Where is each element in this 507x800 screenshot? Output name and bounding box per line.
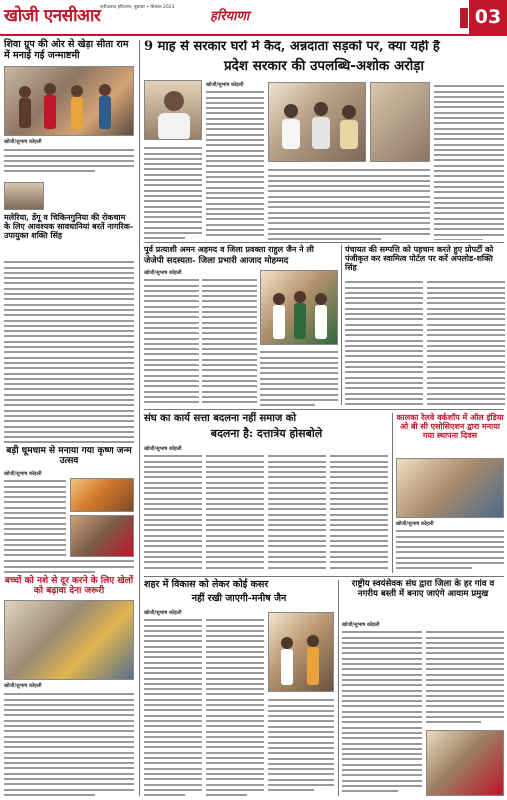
city-headline-line2: नहीं रखी जाएगी-मनीष जैन [191,593,287,604]
left-head-sports: बच्चों को नशे से दूर करने के लिए खेलों को बढ़ावा देना जरूरी [4,576,134,597]
left-head-malaria: मलेरिया, डेंगू व चिकिनगुनिया की रोकथाम के लिए आवश्यक सावधानियां बरतें नागरिक-उपायुक्त शक्ति सिंह [4,212,134,241]
kalka-headline: कालका रेलवे वर्कशॉप में ऑल इंडिया ओ बी सी एसोसिएशन द्वारा मनाया गया स्थापना दिवस [396,412,504,441]
people-group-icon [261,271,338,345]
article-body-krishna-2 [4,557,134,574]
photo-krishna-crowd [70,515,134,557]
article-body-top-0 [144,144,202,240]
column-divider-2 [341,245,342,405]
article-body-top-4 [434,82,504,240]
article-body-city-3 [268,696,334,796]
article-body-jjp-2 [202,276,257,406]
article-body-city-2 [206,616,264,796]
photo-jjp [260,270,338,345]
horizontal-divider-2 [144,409,504,410]
city-headline-line1: शहर में विकास को लेकर कोई कसर [144,579,269,590]
article-body-top-3 [268,166,430,240]
article-body-city-1 [144,616,202,796]
panchayat-headline: पंचायत की सम्पत्ति को पहचान करते हुए प्रोपर्टी को पंजीकृत कर स्वामित्व पोर्टल पर करें अपलोड-शक्ति सिंह [345,244,494,273]
article-body-panchayat-2 [427,278,505,406]
byline-sports: खोजी/सुभाष कोहली [4,683,42,689]
page-number: 03 [469,0,507,34]
article-body-sangh-1 [144,452,202,572]
horizontal-divider [144,242,504,243]
newspaper-title: खोजी एनसीआर [4,6,101,26]
article-body-sangh-2 [206,452,264,572]
column-divider [139,40,140,796]
article-body-panchayat-1 [345,278,423,406]
column-divider-3 [392,413,393,573]
byline-jjp: खोजी/सुभाष कोहली [144,270,182,276]
article-body-top-1 [206,88,264,240]
photo-official [4,182,44,210]
horizontal-divider-3 [144,576,504,577]
column-divider-4 [338,580,339,796]
article-body-kalka [396,527,504,573]
sangh-headline-line1: संघ का कार्य सत्ता बदलना नहीं समाज को [144,413,297,424]
person-portrait-icon [145,81,202,140]
article-body-jjp-1 [144,276,199,406]
section-title: हरियाणा [210,9,250,24]
people-seated-icon [269,83,366,162]
photo-krishna-stage [70,478,134,512]
article-body-sports [4,690,134,796]
photo-janmashtami [4,66,134,136]
people-group-icon [269,613,334,692]
byline-city: खोजी/सुभाष कोहली [144,610,182,616]
rss-headline: राष्ट्रीय स्वयंसेवक संघ द्वारा जिला के हर गांव व नगरीय बस्ती में बनाए जाएंगे आयाम प्रमुख [351,579,495,599]
jjp-headline-line2: जेजेपी सदस्यता- जिला प्रभारी आजाद मोहम्मद [144,256,289,266]
top-headline-line2: प्रदेश सरकार की उपलब्धि-अशोक अरोड़ा [224,58,424,74]
sangh-headline-line2: बदलना है: दत्तात्रेय होसबोले [210,427,323,440]
jjp-headline-line1: पूर्व प्रत्याशी अमन अहमद व जिला प्रवक्ता राहुल जैन ने ली [144,244,314,254]
dateline: फरीदाबाद हरियाणा, बुधवार • सितंबर 2021 [100,5,175,10]
photo-kalka [396,458,504,518]
article-body-sangh-4 [330,452,388,572]
article-body-jjp-3 [260,348,338,406]
photo-meeting [268,82,366,162]
article-body-sangh-3 [268,452,326,572]
article-body-janmashtami [4,146,134,178]
left-head-krishna: बड़ी धूमधाम से मनाया गया कृष्ण जन्म उत्सव [6,446,132,467]
photo-city [268,612,334,692]
masthead [0,0,507,36]
photo-meeting-2 [370,82,430,162]
byline-top-story: खोजी/सुभाष कोहली [206,82,244,88]
byline-rss: खोजी/सुभाष कोहली [342,622,380,628]
photo-sports [4,600,134,680]
article-body-rss-1 [342,628,422,796]
article-body-rss-2 [426,628,504,728]
byline-kalka: खोजी/सुभाष कोहली [396,521,434,527]
people-group-icon [5,67,134,136]
article-body-malaria [4,258,134,443]
byline-janmashtami: खोजी/सुभाष कोहली [4,139,42,145]
top-headline-line1: 9 माह से सरकार घरों में कैद, अन्नदाता सड़कों पर, क्या यही है [144,40,440,54]
header-band [460,8,468,28]
photo-arora [144,80,202,140]
byline-krishna: खोजी/सुभाष कोहली [4,471,42,477]
article-body-krishna [4,477,66,557]
photo-rss [426,730,504,796]
byline-sangh: खोजी/सुभाष कोहली [144,446,182,452]
left-head-janmashtami: शिवा ग्रुप की ओर से खेड़ा सीता राम में मनाई गई जन्माष्टमी [4,39,129,61]
